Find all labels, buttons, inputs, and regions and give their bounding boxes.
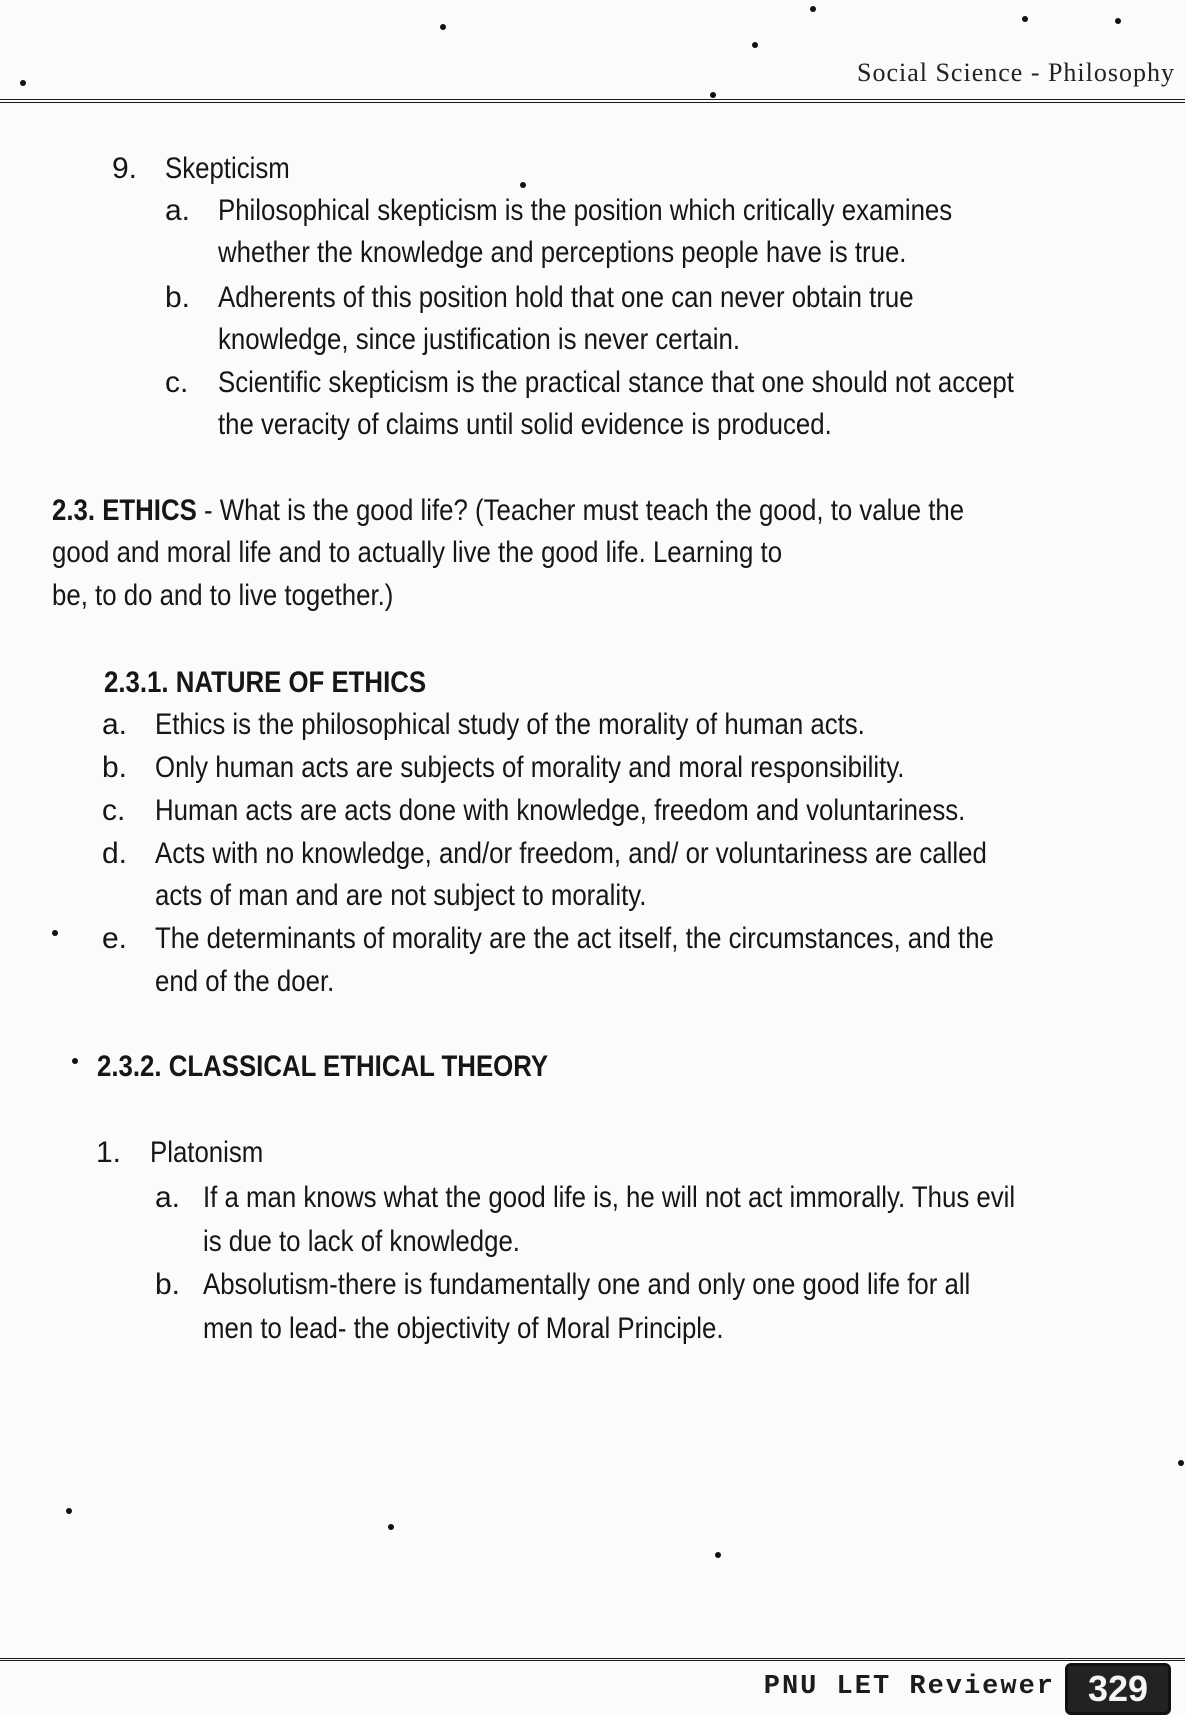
scan-speck	[72, 1058, 78, 1064]
scan-speck	[52, 930, 58, 936]
list-number: 9.	[112, 152, 138, 185]
section-heading-nature-of-ethics: 2.3.1. NATURE OF ETHICS	[104, 666, 427, 699]
list-item-text: Human acts are acts done with knowledge, freedom and voluntariness.	[155, 794, 966, 827]
scan-speck	[715, 1552, 721, 1558]
scan-speck	[66, 1508, 72, 1514]
list-item-text: Acts with no knowledge, and/or freedom, and/ or voluntariness are called	[155, 837, 987, 870]
scan-speck	[752, 42, 758, 48]
list-letter: a.	[102, 708, 128, 741]
list-item-text: Philosophical skepticism is the position which critically examines	[218, 194, 953, 227]
list-item-text: If a man knows what the good life is, he will not act immorally. Thus evil	[203, 1181, 1016, 1214]
scan-speck	[20, 80, 26, 86]
list-item-text: Scientific skepticism is the practical stance that one should not accept	[218, 366, 1014, 399]
list-item-text: Only human acts are subjects of morality and moral responsibility.	[155, 751, 905, 784]
list-letter: b.	[165, 281, 191, 314]
list-item-text: The determinants of morality are the act itself, the circumstances, and the	[155, 922, 994, 955]
scan-speck	[388, 1524, 394, 1530]
list-item-text: the veracity of claims until solid evidence is produced.	[218, 408, 832, 441]
scan-speck	[810, 6, 816, 12]
list-item-text: Absolutism-there is fundamentally one and only one good life for all	[203, 1268, 971, 1301]
ethics-paragraph-line: be, to do and to live together.)	[52, 579, 394, 612]
header-rule	[0, 99, 1185, 103]
ethics-paragraph-line: 2.3. ETHICS - What is the good life? (Teacher must teach the good, to value the	[52, 494, 965, 527]
list-item-text: end of the doer.	[155, 965, 335, 998]
list-letter: c.	[165, 366, 189, 399]
list-item-text: acts of man and are not subject to morality.	[155, 879, 647, 912]
list-letter: c.	[102, 794, 126, 827]
scan-speck	[520, 182, 526, 188]
running-header: Social Science - Philosophy	[856, 58, 1175, 87]
section-title-skepticism: Skepticism	[165, 152, 290, 185]
list-letter: b.	[102, 751, 128, 784]
section-heading-ethics: 2.3. ETHICS	[52, 494, 197, 527]
list-item-text: Adherents of this position hold that one can never obtain true	[218, 281, 914, 314]
list-letter: e.	[102, 922, 128, 955]
ethics-paragraph-line: good and moral life and to actually live the good life. Learning to	[52, 536, 783, 569]
section-title-platonism: Platonism	[150, 1136, 264, 1169]
list-letter: a.	[155, 1181, 181, 1214]
footer-rule	[0, 1658, 1185, 1661]
list-item-text: men to lead- the objectivity of Moral Principle.	[203, 1312, 724, 1345]
scan-speck	[1022, 16, 1028, 22]
list-letter: d.	[102, 837, 128, 870]
list-item-text: whether the knowledge and perceptions people have is true.	[218, 236, 907, 269]
section-heading-classical-ethical-theory: 2.3.2. CLASSICAL ETHICAL THEORY	[97, 1050, 549, 1083]
footer-label: PNU LET Reviewer	[763, 1672, 1055, 1702]
list-number: 1.	[96, 1136, 122, 1169]
scan-speck	[440, 24, 446, 30]
scan-speck	[1178, 1460, 1184, 1466]
list-item-text: knowledge, since justification is never certain.	[218, 323, 741, 356]
list-letter: b.	[155, 1268, 181, 1301]
list-letter: a.	[165, 194, 191, 227]
list-item-text: Ethics is the philosophical study of the morality of human acts.	[155, 708, 865, 741]
scan-speck	[1115, 18, 1121, 24]
list-item-text: is due to lack of knowledge.	[203, 1225, 520, 1258]
scan-speck	[710, 92, 716, 98]
page-number: 329	[1065, 1663, 1171, 1715]
